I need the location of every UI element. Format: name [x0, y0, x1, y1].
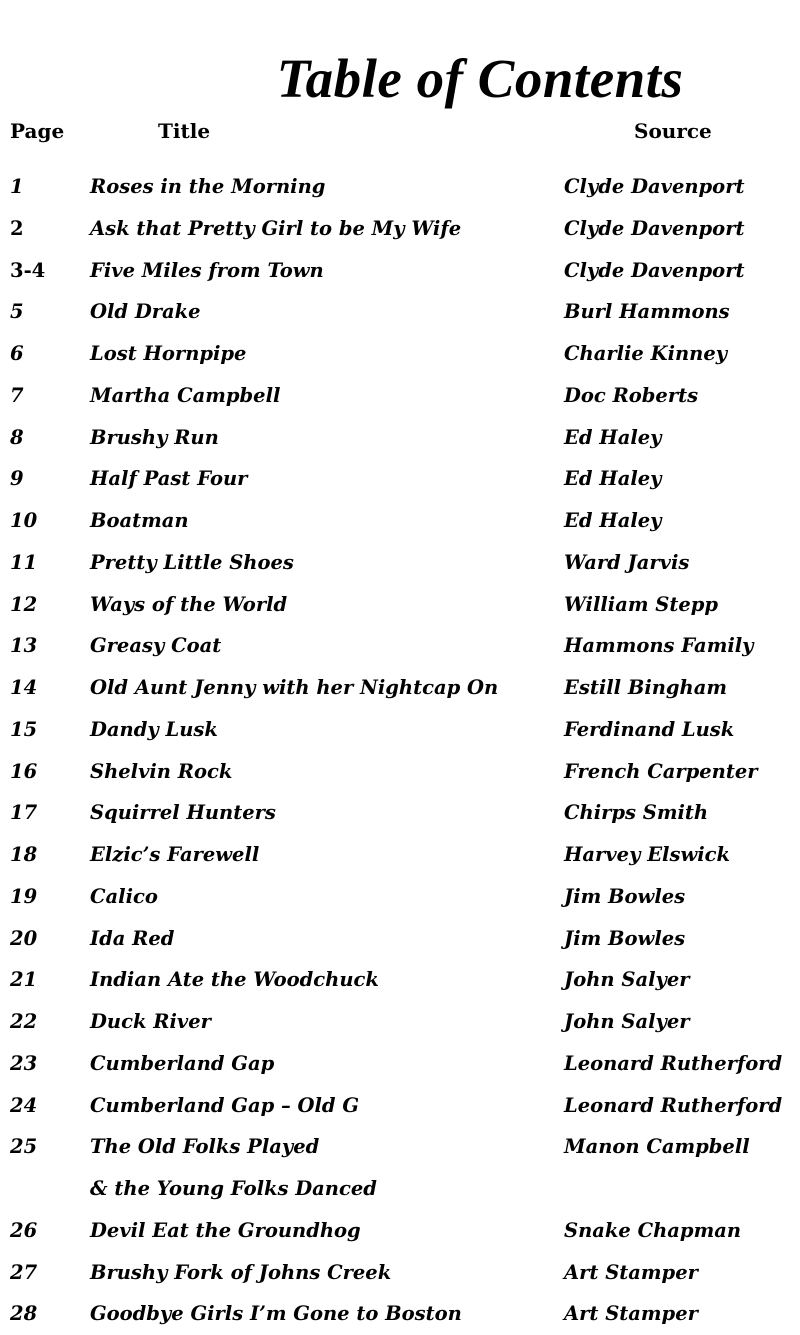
entry-title: Old Aunt Jenny with her Nightcap On — [90, 676, 499, 699]
entry-title: Lost Hornpipe — [90, 342, 247, 365]
entry-title: Elzic’s Farewell — [90, 843, 260, 866]
contents-row — [0, 1210, 800, 1252]
entry-title: Brushy Run — [90, 425, 219, 449]
contents-row — [0, 291, 800, 333]
entry-page: 23 — [10, 1051, 38, 1075]
contents-row-continuation — [0, 1168, 800, 1210]
entry-title: The Old Folks Played — [90, 1135, 320, 1159]
entry-title: Duck River — [90, 1010, 211, 1033]
entry-page: 19 — [10, 884, 38, 908]
entry-title: Roses in the Morning — [90, 175, 326, 198]
column-header-source: Source — [634, 119, 712, 143]
entry-page: 27 — [10, 1260, 38, 1284]
entry-source: Ed Haley — [564, 509, 662, 532]
entry-page: 10 — [10, 509, 38, 532]
entry-title: Goodbye Girls I’m Gone to Boston — [90, 1302, 462, 1326]
entry-page: 12 — [10, 592, 38, 616]
entry-source: Clyde Davenport — [564, 258, 745, 282]
entry-page: 6 — [10, 342, 24, 365]
contents-row — [0, 500, 800, 542]
entry-source: Hammons Family — [564, 634, 754, 658]
entry-page: 20 — [10, 926, 38, 950]
entry-source: Leonard Rutherford — [564, 1051, 783, 1075]
entry-page: 11 — [10, 550, 38, 574]
contents-row — [0, 625, 800, 667]
entry-source: Ward Jarvis — [564, 550, 690, 574]
entry-title: Pretty Little Shoes — [90, 550, 294, 574]
entry-title: Cumberland Gap – Old G — [90, 1093, 360, 1117]
contents-row — [0, 166, 800, 208]
entry-page: 18 — [10, 843, 38, 866]
entry-source: Art Stamper — [564, 1302, 698, 1326]
entry-title: Half Past Four — [90, 467, 248, 491]
entry-page: 28 — [10, 1302, 38, 1326]
contents-row — [0, 667, 800, 709]
entry-source: Jim Bowles — [564, 884, 686, 908]
entry-source: William Stepp — [564, 592, 719, 616]
entry-page: 17 — [10, 801, 38, 825]
column-header-page: Page — [10, 119, 65, 143]
entry-title: Greasy Coat — [90, 634, 222, 658]
entry-title: Brushy Fork of Johns Creek — [90, 1260, 392, 1284]
entry-source: Chirps Smith — [564, 801, 709, 825]
entry-source: Ed Haley — [564, 425, 662, 449]
entry-source: John Salyer — [564, 1010, 690, 1033]
entry-source: Leonard Rutherford — [564, 1093, 783, 1117]
entry-page: 1 — [10, 175, 24, 198]
entry-source: Ferdinand Lusk — [564, 717, 735, 741]
entry-title: Shelvin Rock — [90, 759, 233, 783]
entry-title: Ways of the World — [90, 592, 288, 616]
entry-title: Martha Campbell — [90, 383, 281, 407]
contents-row — [0, 876, 800, 918]
contents-row — [0, 417, 800, 459]
contents-row — [0, 1126, 800, 1168]
entry-source: Manon Campbell — [564, 1135, 750, 1159]
contents-row — [0, 918, 800, 960]
entry-page: 16 — [10, 759, 38, 783]
entry-page: 21 — [10, 968, 38, 992]
entry-source: Doc Roberts — [564, 383, 699, 407]
contents-row — [0, 1085, 800, 1127]
entry-title: Ask that Pretty Girl to be My Wife — [90, 216, 462, 240]
entry-page: 25 — [10, 1135, 38, 1159]
entry-title: Cumberland Gap — [90, 1051, 275, 1075]
entry-title: Squirrel Hunters — [90, 801, 276, 825]
contents-row — [0, 959, 800, 1001]
entry-title: Dandy Lusk — [90, 717, 218, 741]
contents-row — [0, 792, 800, 834]
page-title: Table of Contents — [276, 47, 684, 109]
entry-source: Burl Hammons — [564, 300, 730, 324]
contents-row — [0, 542, 800, 584]
entry-source: Charlie Kinney — [564, 342, 728, 365]
entry-page: 2 — [10, 216, 24, 240]
entry-source: Ed Haley — [564, 467, 662, 491]
contents-row — [0, 751, 800, 793]
entry-page: 24 — [10, 1093, 38, 1117]
entry-page: 14 — [10, 676, 38, 699]
entry-page: 3-4 — [10, 258, 46, 282]
contents-row — [0, 1043, 800, 1085]
contents-row — [0, 333, 800, 375]
contents-row — [0, 1293, 800, 1335]
entry-page: 26 — [10, 1218, 38, 1242]
contents-row — [0, 834, 800, 876]
contents-row — [0, 584, 800, 626]
entry-title: Devil Eat the Groundhog — [90, 1218, 361, 1242]
entry-page: 8 — [10, 425, 24, 449]
entry-source: Harvey Elswick — [564, 843, 731, 866]
entry-source: Clyde Davenport — [564, 175, 745, 198]
entry-title: Calico — [90, 884, 158, 908]
contents-row — [0, 375, 800, 417]
entry-page: 9 — [10, 467, 24, 491]
entry-title: Boatman — [90, 509, 189, 532]
contents-row — [0, 1001, 800, 1043]
entry-source: Clyde Davenport — [564, 216, 745, 240]
contents-row — [0, 1252, 800, 1294]
contents-row — [0, 458, 800, 500]
entry-title: & the Young Folks Danced — [90, 1177, 377, 1200]
entry-title: Old Drake — [90, 300, 201, 324]
entry-source: Snake Chapman — [564, 1218, 742, 1242]
entry-page: 22 — [10, 1010, 38, 1033]
entry-title: Indian Ate the Woodchuck — [90, 968, 379, 992]
entry-page: 15 — [10, 717, 38, 741]
entry-source: Estill Bingham — [564, 676, 728, 699]
entry-page: 5 — [10, 300, 24, 324]
contents-list — [0, 166, 800, 1335]
entry-page: 13 — [10, 634, 38, 658]
column-header-title: Title — [158, 119, 211, 143]
contents-row — [0, 208, 800, 250]
entry-page: 7 — [10, 383, 24, 407]
entry-source: Jim Bowles — [564, 926, 686, 950]
entry-source: Art Stamper — [564, 1260, 698, 1284]
contents-row — [0, 250, 800, 292]
entry-title: Five Miles from Town — [90, 258, 324, 282]
entry-source: French Carpenter — [564, 759, 758, 783]
entry-source: John Salyer — [564, 968, 690, 992]
contents-row — [0, 709, 800, 751]
entry-title: Ida Red — [90, 926, 175, 950]
